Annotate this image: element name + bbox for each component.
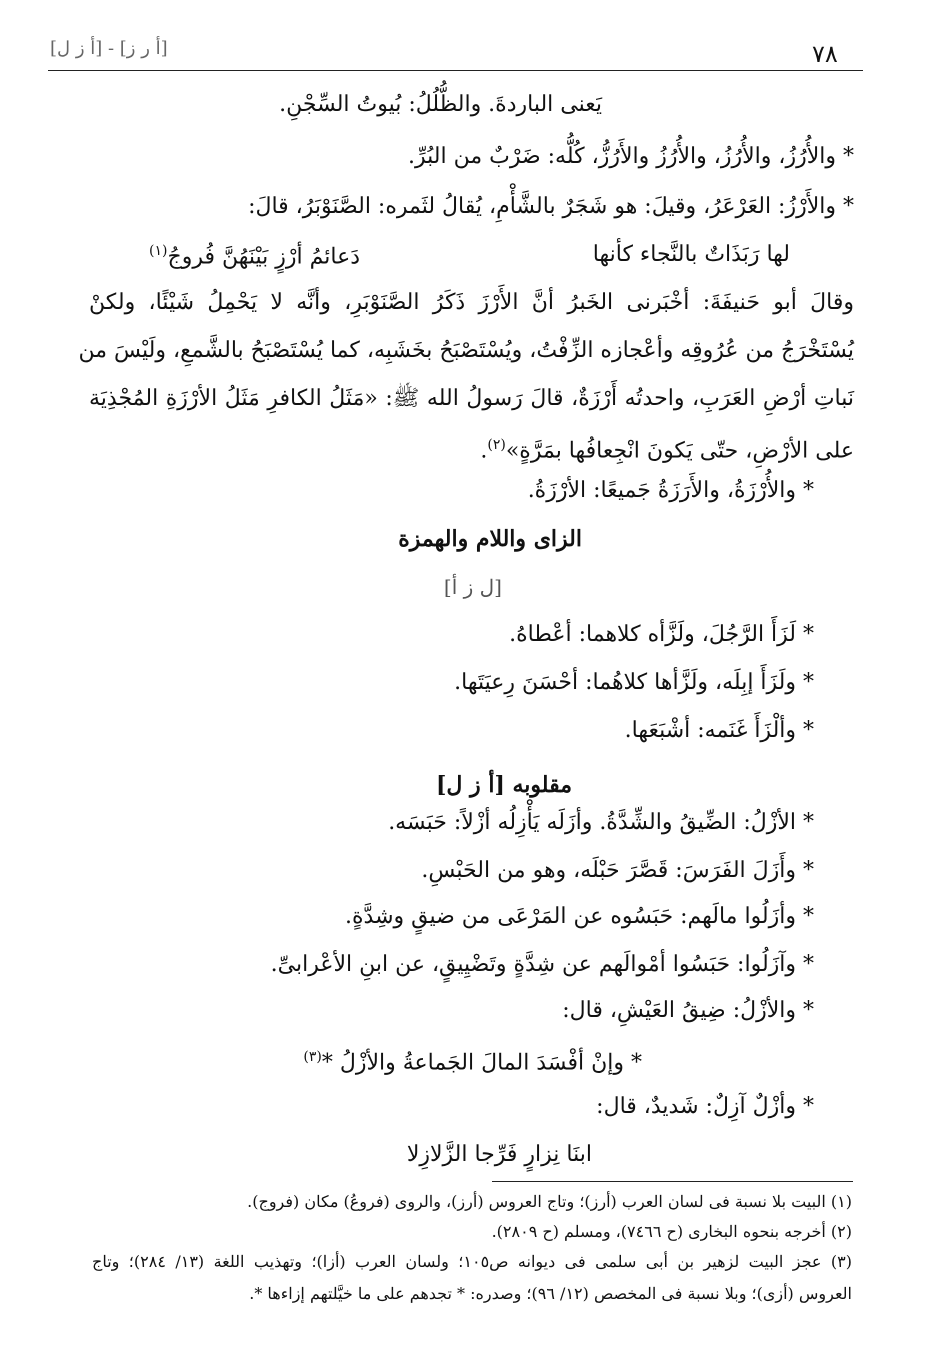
- section-title: الزاى واللام والهمزة: [398, 526, 582, 552]
- footnote-number: (٣): [830, 1252, 852, 1271]
- entry-line: * وأزْلٌ آزِلٌ: شَديدٌ، قال:: [596, 1094, 814, 1119]
- entry-line: * والأُرُزُ، والأُرُزُ، والأُرُزُ والأَرُزُّ، كُلُّه: ضَرْبٌ من البُرِّ.: [408, 144, 854, 169]
- footnote-continuation: العروس (أزى)؛ وبلا نسبة فى المخصص (١٢/ ٩٦)؛ وصدره: * تجدهم على ما خيَّلتهم إزاءها *.: [249, 1284, 852, 1303]
- footnote-text: أخرجه بنحوه البخارى (ح ٧٤٦٦)، ومسلم (ح ٢٨٠٩).: [491, 1222, 826, 1241]
- paragraph-line: وقالَ أبو حَنيفَةَ: أخْبَرنى الخَبرُ أنَّ الأَرْزَ ذَكَرُ الصَّنَوْبَرِ، وأنَّه لا يَحْمِلُ شَيْئًا، ولكنْ: [89, 290, 854, 315]
- entry-line: * لَزَأَ الرَّجُلَ، ولَزَّأه كلاهما: أعْطاهُ.: [509, 622, 814, 647]
- footnote-marker: (٢): [487, 437, 506, 453]
- footnote: [492, 1220, 852, 1244]
- entry-line: * والأُرْزَةُ، والأَرَزَةُ جَميعًا: الأرْزَةُ.: [527, 478, 814, 503]
- page-number: ٧٨: [812, 40, 838, 68]
- verse-text: * وإنْ أفْسَدَ المالَ الجَماعةُ والأزْلُ *: [321, 1050, 642, 1076]
- footnote-text: البيت بلا نسبة فى لسان العرب (أرز)؛ وتاج العروس (أرز)، والروى (فروعُ) مكان (فروج).: [247, 1192, 826, 1211]
- footnote-rule: [492, 1181, 853, 1182]
- entry-line: * والأَرْزُ: العَرْعَرُ، وقيلَ: هو شَجَرٌ بالشَّأْمِ، يُقالُ لثَمره: الصَّنَوْبَرُ، قالَ:: [248, 194, 854, 219]
- running-header-roots: [أ ر ز] - [أ ز ل]: [50, 38, 168, 59]
- subheading: مقلوبه [أ ز ل]: [436, 772, 572, 798]
- entry-line: * الأزْلُ: الضِّيقُ والشِّدَّةُ. وأزَلَه يَأْزِلُه أزْلاً: حَبَسَه.: [388, 810, 814, 835]
- paragraph-line: [480, 430, 854, 466]
- paragraph-end: .: [480, 438, 488, 464]
- verse-hemistich-right: لها رَبَذَاتٌ بالنَّجاء كأنها: [592, 242, 790, 267]
- footnote-number: (١): [830, 1192, 852, 1211]
- verse-text: دَعائمُ أرْزٍ بَيْنَهُنَّ فُروجُ: [167, 244, 360, 270]
- footnote-marker: (١): [149, 243, 168, 259]
- footnote: [92, 1250, 852, 1274]
- entry-line: * والأزْلُ: ضِيقُ العَيْشِ، قال:: [562, 998, 814, 1023]
- paragraph-text: على الأرْضِ، حتّى يَكونَ انْجِعافُها بمَرَّةٍ»: [505, 438, 854, 464]
- paragraph-line: يُسْتَخْرَجُ من عُرُوقِه وأعْجازه الزِّفْتُ، ويُسْتَصْبَحُ بخَشَبِه، كما يُسْتَصْبَحُ بالشَّمعِ، ولَيْسَ من: [78, 338, 854, 363]
- text-line: يَعنى الباردةَ. والظُّلُلُ: بُيوتُ السِّجْنِ.: [279, 92, 602, 117]
- verse-hemistich-left: [149, 236, 360, 272]
- entry-line: * ولَزَأَ إبِلَه، ولَزَّأها كلاهُما: أحْسَنَ رِعيَتَها.: [454, 670, 814, 695]
- footnote-marker: (٣): [303, 1049, 322, 1065]
- entry-line: * وألْزَأَ غَنَمه: أشْبَعَها.: [624, 718, 814, 743]
- footnote: [247, 1190, 852, 1214]
- verse-line: [303, 1042, 642, 1078]
- verse-line: ابنَا نِزارٍ فَرِّجا الزَّلازِلا: [406, 1142, 592, 1167]
- header-rule: [48, 70, 863, 71]
- paragraph-line: نَباتِ أرْضِ العَرَبِ، واحدتُه أَرْزَةٌ، قالَ رَسولُ الله ﷺ: «مَثَلُ الكافرِ مَثَلُ الأرْزَةِ المُجْذِيَة: [89, 386, 854, 411]
- root-heading: [ل ز أ]: [443, 575, 502, 599]
- entry-line: * وآزَلُوا: حَبَسُوا أمْوالَهم عن شِدَّةٍ وتَضْيِيقٍ، عن ابنِ الأعْرابىِّ.: [270, 952, 814, 977]
- entry-line: * وأزَلُوا مالَهم: حَبَسُوه عن المَرْعَى من ضيقٍ وشِدَّةٍ.: [345, 904, 814, 929]
- entry-line: * وأَزَلَ الفَرَسَ: قَصَّرَ حَبْلَه، وهو من الحَبْسِ.: [421, 858, 814, 883]
- footnote-text: عجز البيت لزهير بن أبى سلمى فى ديوانه ص١٠٥؛ ولسان العرب (أزا)؛ وتهذيب اللغة (١٣/ ٢٨٤)؛ وتاج: [92, 1252, 822, 1271]
- footnote-number: (٢): [830, 1222, 852, 1241]
